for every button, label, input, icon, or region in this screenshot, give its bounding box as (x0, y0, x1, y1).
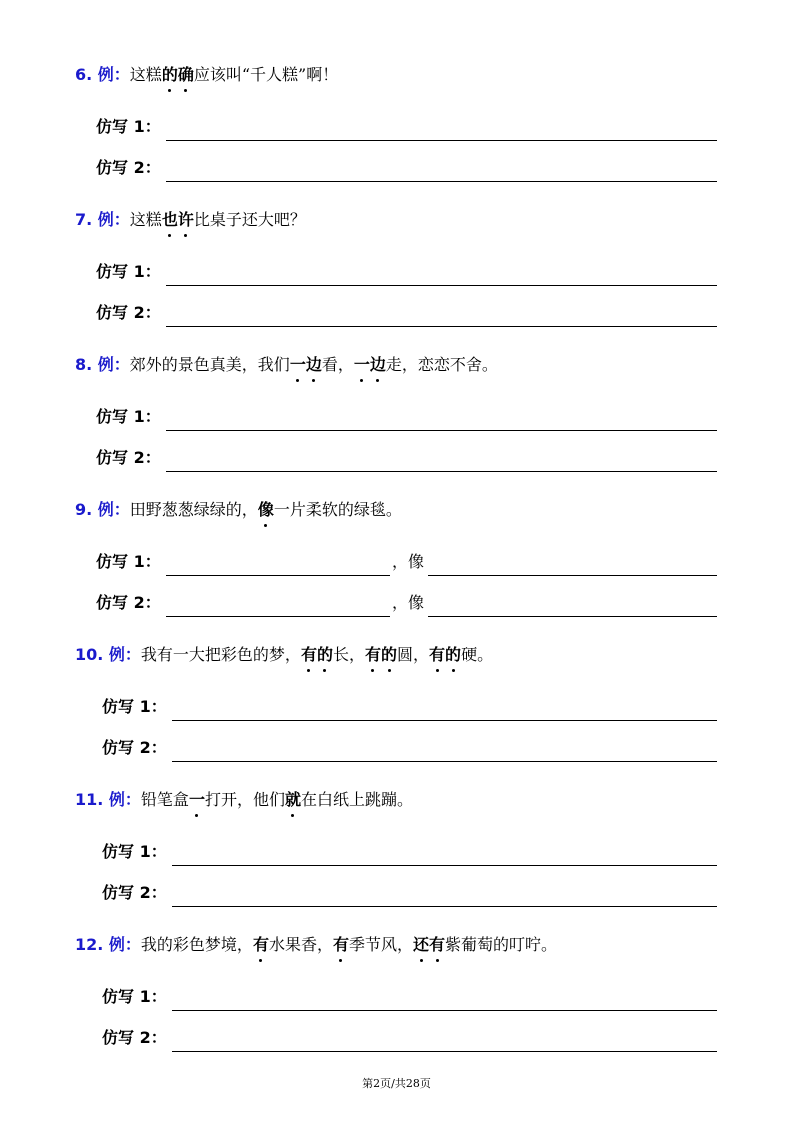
imitation-label: 仿写 2： (96, 593, 161, 612)
answer-blank-2[interactable] (428, 575, 717, 576)
emphasized-word: 边 (370, 350, 386, 380)
emphasized-word: 的 (162, 60, 178, 90)
page-footer: 第2页/共28页 (362, 1077, 431, 1090)
imitation-row-1 (0, 838, 793, 866)
answer-blank-1[interactable] (166, 616, 390, 617)
example-text: 硬。 (461, 645, 494, 664)
emphasized-word: 许 (178, 205, 194, 235)
example-text: 在白纸上跳蹦。 (300, 790, 413, 809)
emphasized-word: 像 (258, 495, 274, 525)
emphasized-word: 有 (365, 640, 381, 670)
answer-blank[interactable] (166, 140, 717, 141)
question-number: 9. 例： (75, 500, 130, 519)
answer-blank[interactable] (166, 471, 717, 472)
example-text: 打开，他们 (204, 790, 285, 809)
example-text: 比桌子还大吧？ (193, 210, 306, 229)
imitation-row-2 (0, 444, 793, 472)
imitation-row-2 (0, 299, 793, 327)
answer-blank[interactable] (166, 430, 717, 431)
emphasized-word: 边 (306, 350, 322, 380)
example-text: 圆， (397, 645, 430, 664)
question-number: 11. 例： (75, 790, 141, 809)
question-number: 7. 例： (75, 210, 130, 229)
imitation-label: 仿写 2： (102, 883, 167, 902)
emphasized-word: 有 (253, 930, 269, 960)
emphasized-word: 确 (178, 60, 194, 90)
question-number: 8. 例： (75, 355, 130, 374)
imitation-row-2 (0, 734, 793, 762)
imitation-row-1 (0, 113, 793, 141)
comma-xiang: ，像 (392, 593, 425, 612)
imitation-row-1 (0, 983, 793, 1011)
answer-blank-1[interactable] (166, 575, 390, 576)
question-12 (75, 930, 557, 960)
question-10 (75, 640, 493, 670)
imitation-row-1 (0, 403, 793, 431)
emphasized-word: 一 (354, 350, 370, 380)
emphasized-word: 有 (429, 930, 445, 960)
answer-blank-2[interactable] (428, 616, 717, 617)
answer-blank[interactable] (172, 720, 717, 721)
question-number: 10. 例： (75, 645, 141, 664)
imitation-row-2 (0, 154, 793, 182)
answer-blank[interactable] (172, 1051, 717, 1052)
question-7 (75, 205, 306, 235)
example-text: 这糕 (129, 65, 162, 84)
example-text: 郊外的景色真美，我们 (129, 355, 290, 374)
answer-blank[interactable] (172, 761, 717, 762)
example-text: 田野葱葱绿绿的， (129, 500, 258, 519)
imitation-label: 仿写 1： (102, 987, 167, 1006)
imitation-row-2 (0, 589, 793, 617)
answer-blank[interactable] (166, 181, 717, 182)
imitation-label: 仿写 2： (96, 158, 161, 177)
question-8 (75, 350, 498, 380)
answer-blank[interactable] (166, 285, 717, 286)
emphasized-word: 也 (162, 205, 178, 235)
emphasized-word: 的 (317, 640, 333, 670)
example-text: 看， (321, 355, 354, 374)
imitation-row-2 (0, 1024, 793, 1052)
emphasized-word: 一 (290, 350, 306, 380)
imitation-label: 仿写 1： (96, 552, 161, 571)
question-9 (75, 495, 402, 525)
imitation-label: 仿写 2： (96, 448, 161, 467)
example-text: 紫葡萄的叮咛。 (445, 935, 558, 954)
example-text: 应该叫“千人糕”啊！ (193, 65, 339, 84)
imitation-label: 仿写 1： (96, 117, 161, 136)
imitation-label: 仿写 1： (102, 697, 167, 716)
imitation-label: 仿写 2： (102, 1028, 167, 1047)
imitation-label: 仿写 2： (96, 303, 161, 322)
example-text: 走，恋恋不舍。 (385, 355, 498, 374)
imitation-row-1 (0, 548, 793, 576)
question-number: 12. 例： (75, 935, 141, 954)
imitation-label: 仿写 1： (96, 262, 161, 281)
emphasized-word: 有 (301, 640, 317, 670)
example-text: 铅笔盒 (140, 790, 189, 809)
example-text: 这糕 (129, 210, 162, 229)
example-text: 水果香， (268, 935, 333, 954)
emphasized-word: 就 (285, 785, 301, 815)
emphasized-word: 还 (413, 930, 429, 960)
question-6 (75, 60, 338, 90)
emphasized-word: 有 (429, 640, 445, 670)
example-text: 季节风， (348, 935, 413, 954)
example-text: 我有一大把彩色的梦， (140, 645, 301, 664)
comma-xiang: ，像 (392, 552, 425, 571)
example-text: 我的彩色梦境， (140, 935, 253, 954)
answer-blank[interactable] (172, 865, 717, 866)
imitation-row-1 (0, 693, 793, 721)
example-text: 长， (332, 645, 365, 664)
answer-blank[interactable] (172, 906, 717, 907)
imitation-label: 仿写 1： (102, 842, 167, 861)
question-11 (75, 785, 413, 815)
answer-blank[interactable] (172, 1010, 717, 1011)
imitation-label: 仿写 2： (102, 738, 167, 757)
example-text: 一片柔软的绿毯。 (273, 500, 402, 519)
emphasized-word: 的 (381, 640, 397, 670)
answer-blank[interactable] (166, 326, 717, 327)
emphasized-word: 有 (333, 930, 349, 960)
emphasized-word: 一 (189, 785, 205, 815)
question-number: 6. 例： (75, 65, 130, 84)
imitation-label: 仿写 1： (96, 407, 161, 426)
imitation-row-2 (0, 879, 793, 907)
emphasized-word: 的 (445, 640, 461, 670)
imitation-row-1 (0, 258, 793, 286)
